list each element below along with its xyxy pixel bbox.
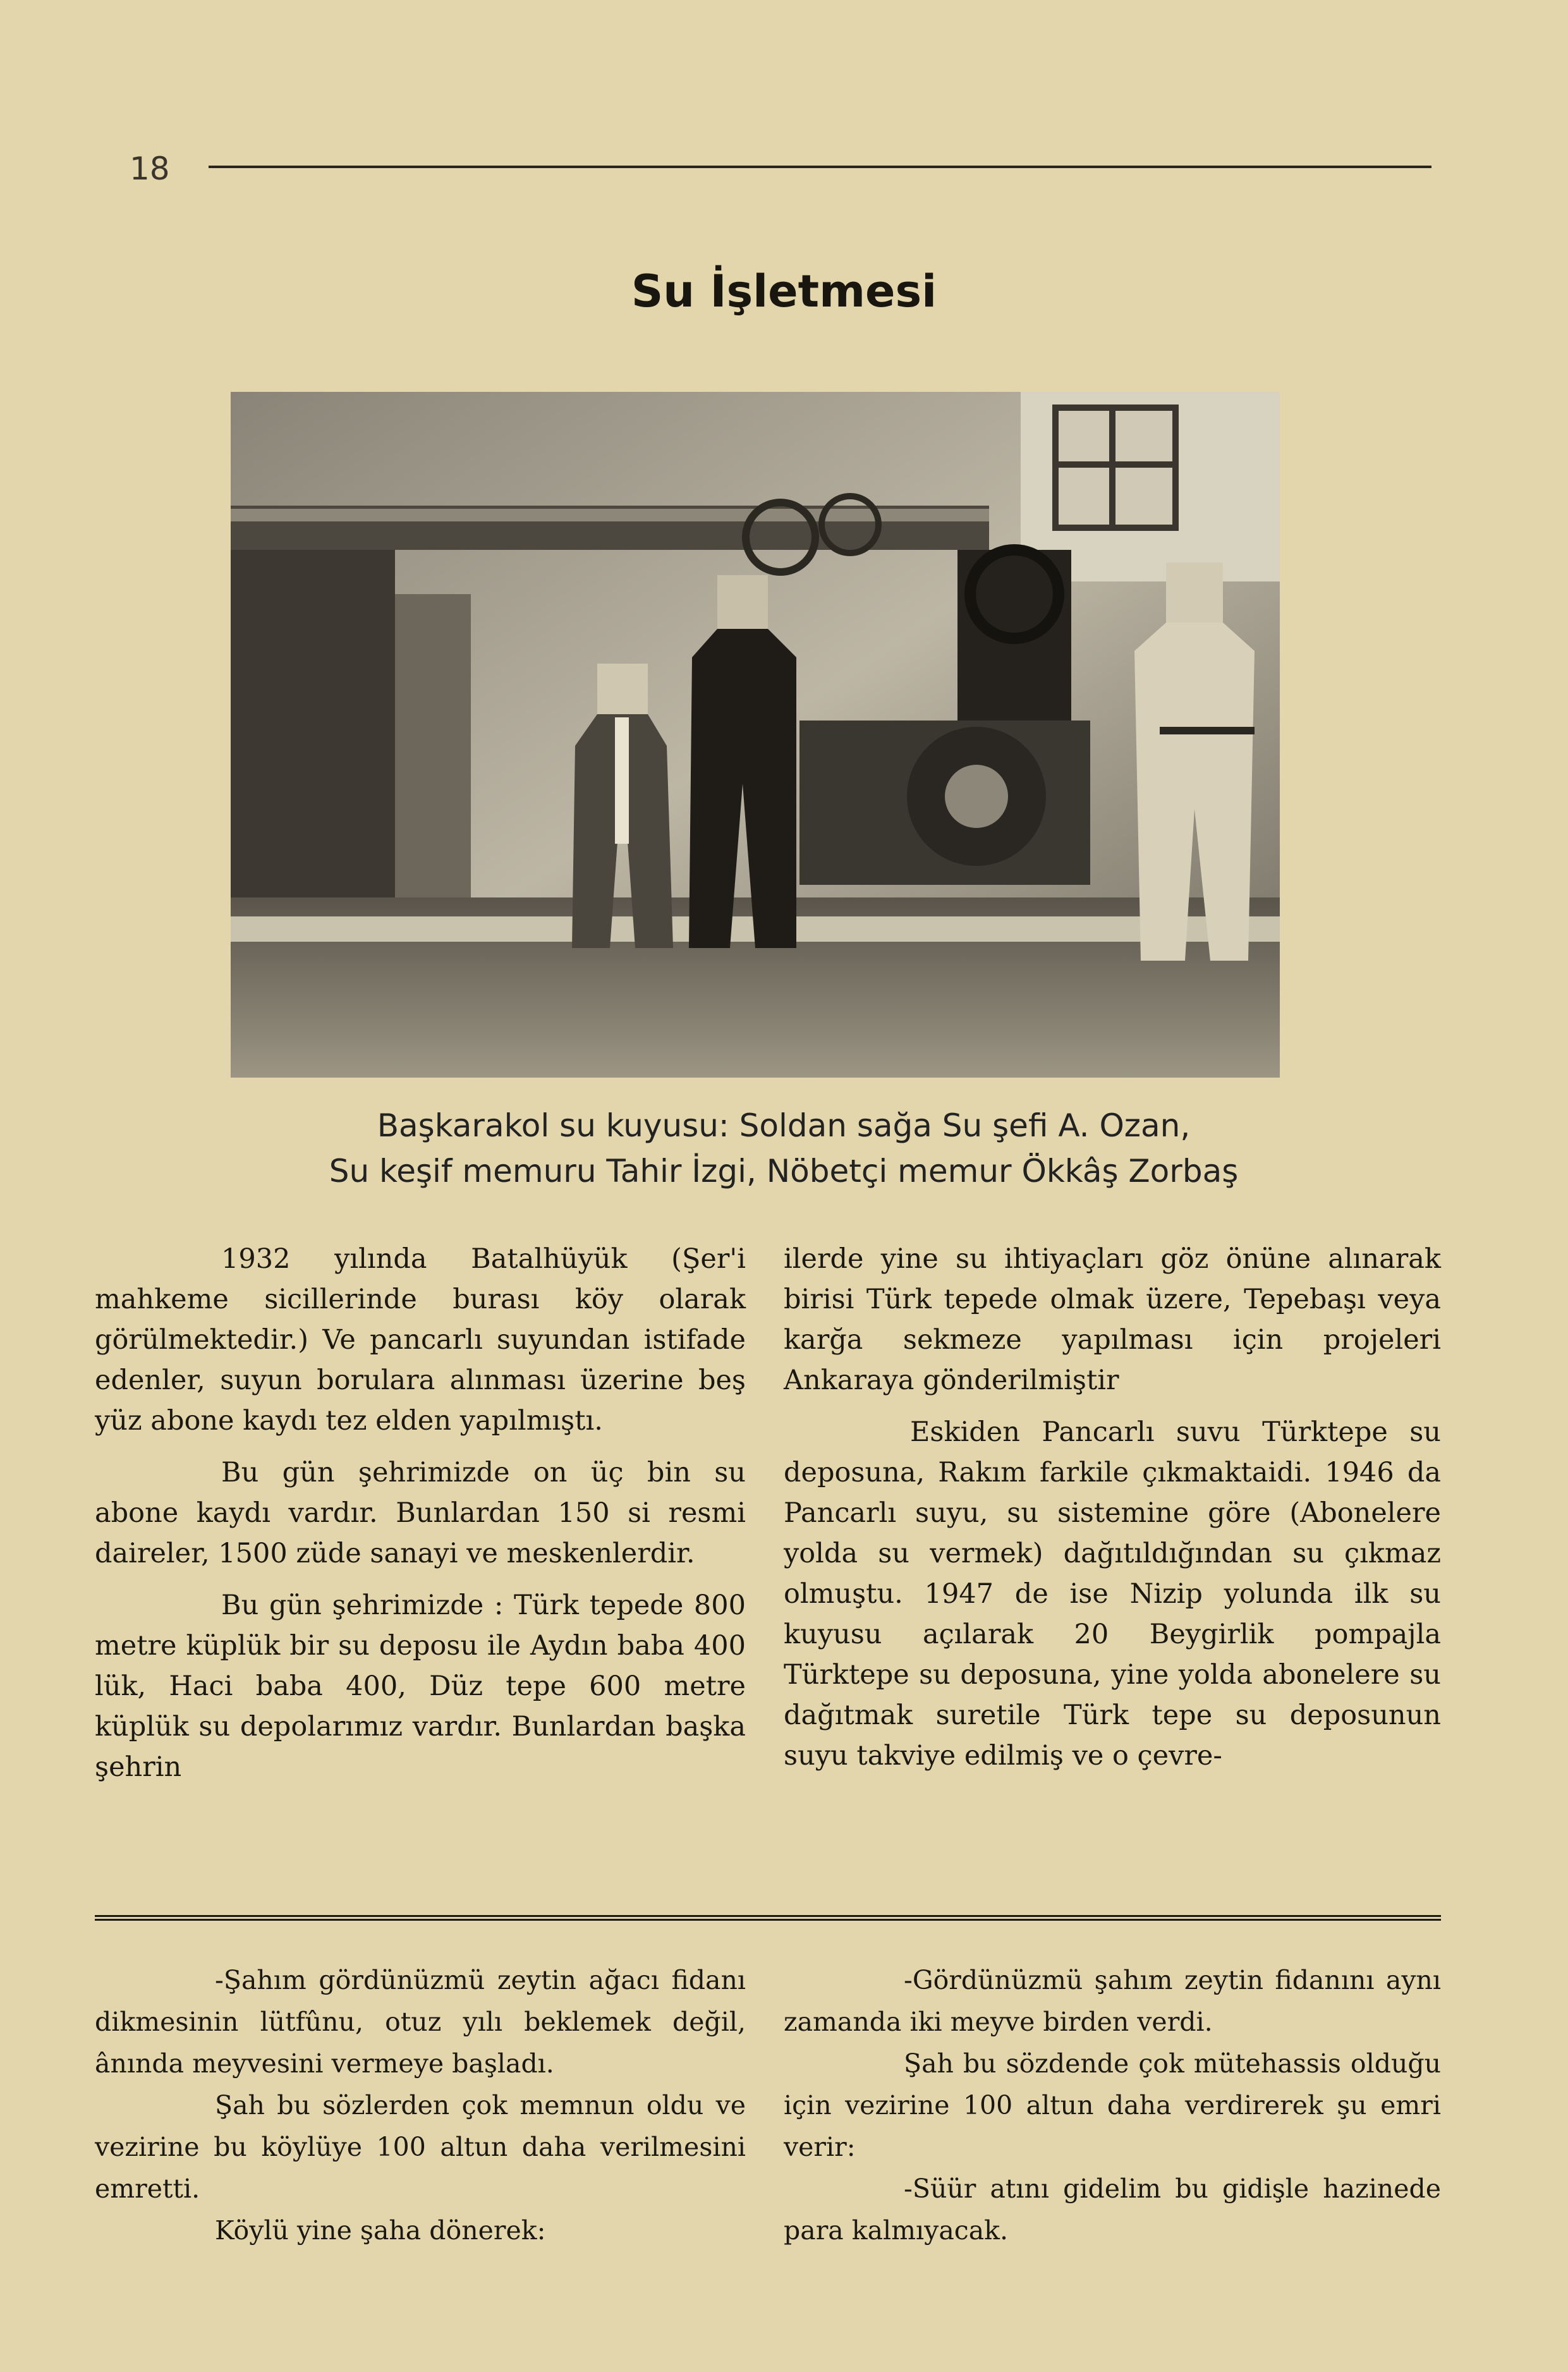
story-paragraph: -Şahım gördünüzmü zeytin ağacı fidanı dikmesinin lütfûnu, otuz yılı beklemek değil, ânında meyvesini vermeye başladı. <box>95 1965 746 2079</box>
article-paragraph: Bu gün şehrimizde on üç bin su abone kaydı vardır. Bunlardan 150 si resmi daireler, 1500 züde sanayi ve meskenlerdir. <box>95 1457 746 1569</box>
article-paragraph: Bu gün şehrimizde : Türk tepede 800 metre küplük bir su deposu ile Aydın baba 400 lük, Haci baba 400, Düz tepe 600 metre küplük su depolarımız vardır. Bunlardan başka şehrin <box>95 1590 746 1783</box>
article-left-column <box>95 1239 746 1799</box>
photo-illustration <box>231 392 1280 1078</box>
section-divider <box>95 1915 1441 1921</box>
story-paragraph: Şah bu sözlerden çok memnun oldu ve vezirine bu köylüye 100 altun daha verilmesini emretti. <box>95 2090 746 2204</box>
header-rule <box>209 166 1431 168</box>
story-paragraph: -Gördünüzmü şahım zeytin fidanını aynı zamanda iki meyve birden verdi. <box>784 1965 1441 2037</box>
article-paragraph: Eskiden Pancarlı suvu Türktepe su deposuna, Rakım farkile çıkmaktaidi. 1946 da Pancarlı suyu, su sistemine göre (Abonelere yolda su vermek) dağıtıldığından su çıkmaz olmuştu. 1947 de ise Nizip yolunda ilk su kuyusu açılarak 20 Beygirlik pompajla Türktepe su deposuna, yine yolda abonelere su dağıtmak suretile Türk tepe su deposunun suyu takviye edilmiş ve o çevre- <box>784 1416 1441 1772</box>
page-title: Su İşletmesi <box>631 265 937 317</box>
story-paragraph: -Süür atını gidelim bu gidişle hazinede para kalmıyacak. <box>784 2174 1441 2246</box>
article-paragraph: ilerde yine su ihtiyaçları göz önüne alınarak birisi Türk tepede olmak üzere, Tepebaşı veya karğa sekmeze yapılması için projeleri Ankaraya gönderilmiştir <box>784 1243 1441 1396</box>
caption-line-1: Başkarakol su kuyusu: Soldan sağa Su şefi A. Ozan, <box>377 1107 1191 1144</box>
story-left-column <box>95 1959 746 2251</box>
photo-caption <box>209 1103 1359 1194</box>
story-paragraph: Köylü yine şaha dönerek: <box>215 2215 546 2246</box>
caption-line-2: Su keşif memuru Tahir İzgi, Nöbetçi memur Ökkâş Zorbaş <box>329 1153 1239 1189</box>
article-paragraph: 1932 yılında Batalhüyük (Şer'i mahkeme sicillerinde burası köy olarak görülmektedir.) Ve pancarlı suyundan istifade edenler, suyun borulara alınması üzerine beş yüz abone kaydı tez elden yapılmıştı. <box>95 1243 746 1437</box>
article-right-column <box>784 1239 1441 1787</box>
page-number: 18 <box>130 150 170 187</box>
story-paragraph: Şah bu sözdende çok mütehassis olduğu için vezirine 100 altun daha verdirerek şu emri verir: <box>784 2048 1441 2162</box>
photo <box>231 392 1280 1078</box>
story-right-column <box>784 1959 1441 2251</box>
